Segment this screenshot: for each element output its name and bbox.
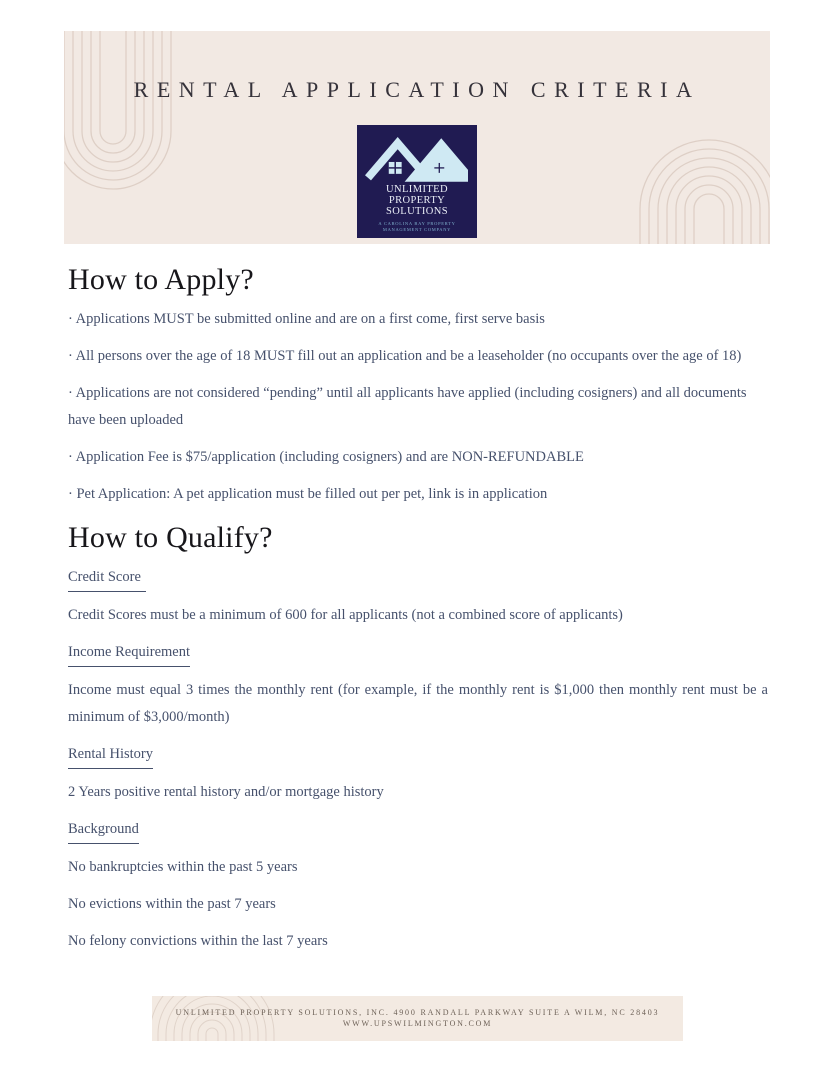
credit-score-text: Credit Scores must be a minimum of 600 for all applicants (not a combined score of applicants) bbox=[68, 607, 623, 623]
footer-banner bbox=[152, 996, 683, 1041]
apply-bullet: · Applications MUST be submitted online and are on a first come, first serve basis bbox=[68, 311, 545, 327]
income-requirement-text: Income must equal 3 times the monthly rent (for example, if the monthly rent is $1,000 then monthly rent must be a minimum of $3,000/month) bbox=[68, 682, 768, 725]
company-logo bbox=[357, 125, 477, 238]
background-item: No bankruptcies within the past 5 years bbox=[68, 859, 298, 875]
footer-website-line: WWW.UPSWILMINGTON.COM bbox=[342, 1019, 493, 1028]
footer-address-line: UNLIMITED PROPERTY SOLUTIONS, INC. 4900 RANDALL PARKWAY SUITE A WILM, NC 28403 bbox=[175, 1008, 660, 1017]
header-banner bbox=[64, 31, 770, 244]
apply-bullet: · All persons over the age of 18 MUST fill out an application and be a leaseholder (no occupants over the age of 18) bbox=[68, 348, 742, 364]
logo-name-line3: SOLUTIONS bbox=[386, 206, 448, 217]
house-roof-icon bbox=[365, 134, 469, 182]
rental-history-label: Rental History bbox=[68, 741, 768, 769]
document-body bbox=[68, 244, 768, 965]
background-label: Background bbox=[68, 816, 768, 844]
logo-name-line2: PROPERTY bbox=[388, 195, 446, 206]
logo-tagline-line1: A CAROLINA BAY PROPERTY bbox=[378, 221, 456, 226]
background-item: No evictions within the past 7 years bbox=[68, 896, 276, 912]
apply-bullet: · Pet Application: A pet application must be filled out per pet, link is in application bbox=[68, 486, 548, 502]
logo-tagline-line2: MANAGEMENT COMPANY bbox=[382, 227, 452, 232]
page-title: RENTAL APPLICATION CRITERIA bbox=[133, 77, 701, 102]
how-to-qualify-heading: How to Qualify? bbox=[68, 521, 273, 554]
credit-score-label: Credit Score bbox=[68, 564, 768, 592]
logo-name-line1: UNLIMITED bbox=[386, 184, 448, 195]
income-requirement-label: Income Requirement bbox=[68, 639, 768, 667]
apply-bullet: · Applications are not considered “pending” until all applicants have applied (including cosigners) and all documents have been uploaded bbox=[68, 385, 747, 428]
rental-history-text: 2 Years positive rental history and/or mortgage history bbox=[68, 784, 384, 800]
apply-bullet: · Application Fee is $75/application (including cosigners) and are NON-REFUNDABLE bbox=[68, 449, 584, 465]
how-to-apply-heading: How to Apply? bbox=[68, 263, 254, 296]
arch-decoration-right-icon bbox=[640, 140, 770, 244]
background-item: No felony convictions within the last 7 years bbox=[68, 933, 328, 949]
